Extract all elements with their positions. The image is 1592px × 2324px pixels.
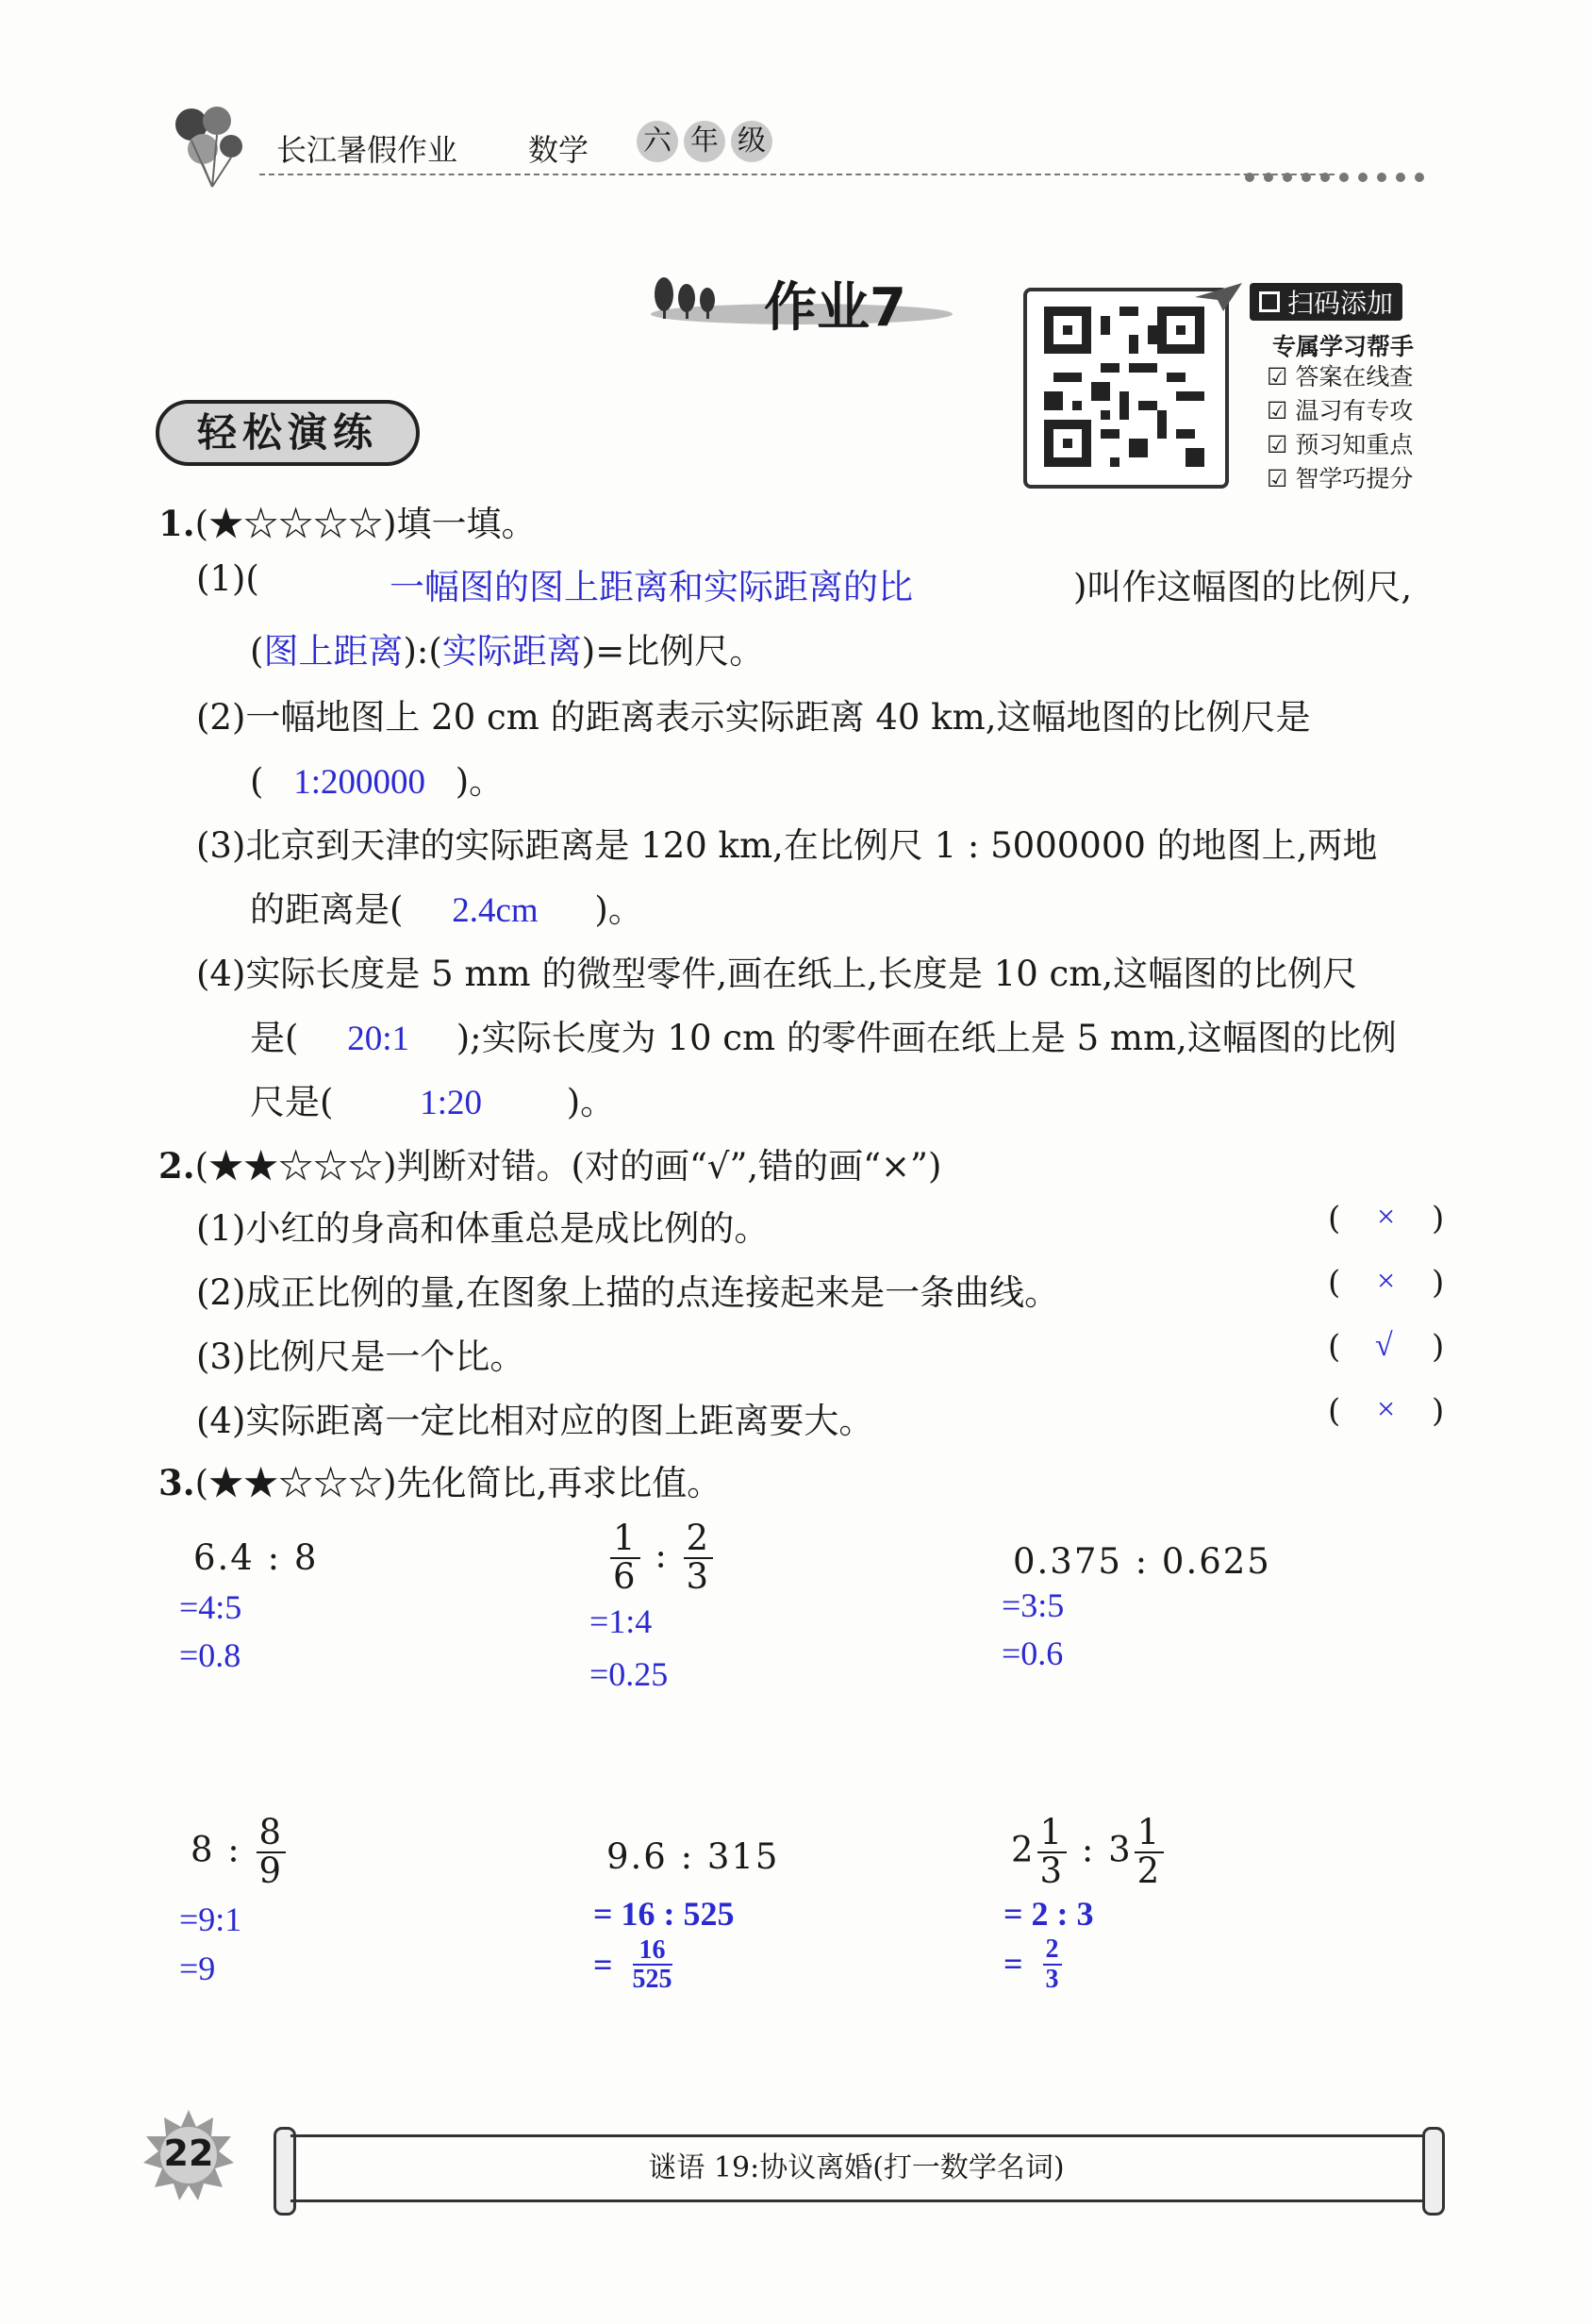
q3-expr: 9.6 : 315 bbox=[606, 1836, 780, 1877]
q3-answer-line: =3:5 bbox=[1002, 1586, 1065, 1624]
q2-item bbox=[196, 1200, 1451, 1247]
q3-expr bbox=[608, 1520, 948, 1596]
q1-p1-answer3: 实际距离 bbox=[441, 633, 582, 672]
q1-p3-prefix: 的距离是( bbox=[250, 889, 404, 930]
denominator: 9 bbox=[258, 1850, 284, 1891]
qr-item bbox=[1267, 360, 1413, 394]
grade-char: 年 bbox=[684, 121, 725, 162]
q2-item bbox=[196, 1328, 1451, 1375]
grade-char: 六 bbox=[637, 121, 678, 162]
scan-icon bbox=[1259, 291, 1280, 312]
q2-item-answer: √ bbox=[1375, 1328, 1393, 1363]
whole-part: 2 bbox=[1011, 1829, 1036, 1870]
q3-answer-line: =0.6 bbox=[1002, 1634, 1064, 1672]
denominator: 3 bbox=[1039, 1850, 1065, 1891]
fraction bbox=[1043, 1935, 1062, 1993]
q3-answer-line: = 2 : 3 bbox=[1003, 1894, 1094, 1933]
q2-open: ( bbox=[1328, 1328, 1341, 1366]
balloons-icon bbox=[165, 104, 250, 189]
q1-label: 1. bbox=[158, 503, 195, 544]
q1-p1-prefix: (1)( bbox=[196, 558, 259, 599]
q2-prompt: 判断对错。(对的画“√”,错的画“×”) bbox=[396, 1146, 942, 1187]
riddle-scroll bbox=[274, 2127, 1443, 2212]
check-icon: ☑ bbox=[1267, 465, 1288, 492]
q3-problem-4 bbox=[179, 1812, 538, 1991]
numerator: 1 bbox=[610, 1520, 640, 1559]
q3-expr: 0.375 : 0.625 bbox=[1013, 1541, 1271, 1582]
q1-p2-open: ( bbox=[250, 761, 264, 802]
check-icon: ☑ bbox=[1267, 397, 1288, 424]
q2-open: ( bbox=[1328, 1200, 1341, 1237]
numerator: 1 bbox=[1135, 1815, 1165, 1853]
numerator: 2 bbox=[1043, 1935, 1062, 1965]
q1-p2-line1: (2)一幅地图上 20 cm 的距离表示实际距离 40 km,这幅地图的比例尺是 bbox=[196, 697, 1311, 738]
grade-label bbox=[637, 121, 772, 162]
assignment-banner bbox=[651, 266, 953, 339]
numerator: 16 bbox=[633, 1936, 672, 1966]
q2-open: ( bbox=[1328, 1264, 1341, 1302]
qr-panel bbox=[1023, 283, 1448, 492]
fraction bbox=[1135, 1812, 1165, 1891]
q1-p4-mid: );实际长度为 10 cm 的零件画在纸上是 5 mm,这幅图的比例 bbox=[456, 1018, 1397, 1058]
q1-prompt: 填一填。 bbox=[396, 504, 537, 544]
riddle-text: 谜语 19:协议离婚(打一数学名词) bbox=[648, 2151, 1065, 2184]
equals-sign: = bbox=[1003, 1945, 1023, 1984]
numerator: 8 bbox=[257, 1815, 287, 1853]
denominator: 6 bbox=[613, 1555, 638, 1597]
header bbox=[165, 104, 1457, 189]
fraction bbox=[610, 1520, 640, 1596]
q2-item-text: (3)比例尺是一个比。 bbox=[196, 1336, 525, 1377]
denominator: 3 bbox=[686, 1555, 711, 1597]
q1-p3-line1: (3)北京到天津的实际距离是 120 km,在比例尺 1 : 5000000 的地图上,两地 bbox=[196, 825, 1378, 866]
q1-p1-open: ( bbox=[250, 631, 264, 672]
q3-label: 3. bbox=[158, 1462, 195, 1503]
q3-answer-line: =1:4 bbox=[589, 1602, 653, 1640]
book-title: 长江暑假作业 bbox=[276, 132, 458, 168]
q3-problem-6 bbox=[1002, 1812, 1417, 1994]
grade-char: 级 bbox=[731, 121, 772, 162]
q1-p1-mid: ):( bbox=[403, 631, 442, 672]
qr-item bbox=[1267, 428, 1413, 462]
paper-plane-icon bbox=[1195, 283, 1242, 315]
denominator: 3 bbox=[1045, 1964, 1059, 1994]
header-divider bbox=[259, 174, 1335, 175]
fraction bbox=[257, 1812, 287, 1891]
q2-header bbox=[158, 1137, 941, 1188]
q1-p4-answer: 20:1 bbox=[347, 1020, 409, 1058]
q1-p4-answer2: 1:20 bbox=[420, 1084, 482, 1122]
section-title-text: 轻松演练 bbox=[196, 409, 378, 456]
q1-header bbox=[158, 495, 537, 546]
q3-answer-line: =9 bbox=[179, 1950, 216, 1988]
qr-badge bbox=[1250, 283, 1402, 321]
q2-item-answer: × bbox=[1377, 1264, 1396, 1299]
q1-p3-answer: 2.4cm bbox=[452, 891, 539, 930]
header-dots bbox=[1245, 168, 1434, 186]
q1-p2-line2 bbox=[250, 753, 504, 804]
q2-close: ) bbox=[1432, 1200, 1445, 1237]
numerator: 2 bbox=[684, 1520, 714, 1559]
q3-answer-line: = 16 : 525 bbox=[593, 1895, 735, 1933]
q3-expr: 6.4 : 8 bbox=[193, 1537, 319, 1578]
q3-prompt: 先化简比,再求比值。 bbox=[396, 1463, 722, 1503]
q1-p1-line2 bbox=[250, 622, 764, 673]
denominator: 525 bbox=[632, 1965, 672, 1995]
subject: 数学 bbox=[528, 132, 589, 168]
qr-item-list bbox=[1267, 360, 1413, 496]
q2-close: ) bbox=[1432, 1328, 1445, 1366]
check-icon: ☑ bbox=[1267, 431, 1288, 458]
q1-stars: (★☆☆☆☆) bbox=[194, 504, 397, 544]
q2-label: 2. bbox=[158, 1145, 195, 1187]
fraction bbox=[633, 1936, 672, 1994]
whole-part: 8 : bbox=[191, 1829, 241, 1870]
q1-p1-line1 bbox=[196, 558, 1451, 607]
qr-item-text: 答案在线查 bbox=[1295, 363, 1414, 390]
q1-p1-suffix: )叫作这幅图的比例尺, bbox=[1073, 567, 1413, 607]
q1-p4-line2 bbox=[250, 1009, 1397, 1060]
qr-item-text: 温习有专攻 bbox=[1295, 397, 1414, 424]
q2-item bbox=[196, 1392, 1451, 1439]
equals-sign: = bbox=[593, 1945, 613, 1984]
denominator: 2 bbox=[1136, 1850, 1162, 1891]
q3-problem-3 bbox=[1002, 1541, 1417, 1676]
q1-p4-line1: (4)实际长度是 5 mm 的微型零件,画在纸上,长度是 10 cm,这幅图的比例尺 bbox=[196, 954, 1358, 994]
fraction bbox=[684, 1520, 714, 1596]
q2-item-text: (2)成正比例的量,在图象上描的点连接起来是一条曲线。 bbox=[196, 1272, 1060, 1313]
qr-item bbox=[1267, 462, 1413, 496]
q1-p3-close: )。 bbox=[594, 889, 643, 930]
section-title bbox=[156, 400, 420, 466]
q1-p1-answer2: 图上距离 bbox=[263, 633, 404, 672]
q2-item-answer: × bbox=[1377, 1392, 1396, 1427]
q3-answer-frac bbox=[1003, 1935, 1417, 1993]
qr-item bbox=[1267, 394, 1413, 428]
qr-item-text: 预习知重点 bbox=[1295, 431, 1414, 458]
q2-close: ) bbox=[1432, 1392, 1445, 1430]
q3-expr bbox=[1011, 1812, 1417, 1891]
q3-problem-1 bbox=[179, 1537, 538, 1678]
q1-p4-close: )。 bbox=[566, 1082, 616, 1122]
assignment-title: 作业7 bbox=[764, 277, 906, 339]
fraction bbox=[1037, 1812, 1068, 1891]
ratio-sign: : 3 bbox=[1081, 1829, 1133, 1870]
q3-stars: (★★☆☆☆) bbox=[194, 1463, 397, 1503]
q3-problem-2 bbox=[589, 1520, 948, 1697]
qr-subtitle: 专属学习帮手 bbox=[1272, 333, 1415, 360]
q2-close: ) bbox=[1432, 1264, 1445, 1302]
page-number-badge bbox=[141, 2108, 236, 2202]
ratio-sign: : bbox=[655, 1535, 669, 1576]
check-icon: ☑ bbox=[1267, 363, 1288, 390]
q2-open: ( bbox=[1328, 1392, 1341, 1430]
q3-answer-line: =4:5 bbox=[179, 1588, 242, 1626]
scroll-body bbox=[290, 2134, 1422, 2202]
q2-item-text: (4)实际距离一定比相对应的图上距离要大。 bbox=[196, 1401, 874, 1441]
q1-p1-answer: 一幅图的图上距离和实际距离的比 bbox=[390, 569, 913, 607]
q2-item bbox=[196, 1264, 1451, 1311]
q1-p4-prefix2: 尺是( bbox=[250, 1082, 334, 1122]
numerator: 1 bbox=[1037, 1815, 1068, 1853]
q1-p1-end: )=比例尺。 bbox=[581, 631, 765, 672]
q3-expr bbox=[191, 1812, 538, 1891]
q3-header bbox=[158, 1454, 721, 1505]
q2-stars: (★★☆☆☆) bbox=[194, 1146, 397, 1187]
q3-answer-line: =0.25 bbox=[589, 1655, 669, 1694]
q1-p2-close: )。 bbox=[455, 761, 505, 802]
qr-badge-text: 扫码添加 bbox=[1287, 288, 1394, 319]
q3-problem-5 bbox=[589, 1836, 967, 1994]
q3-answer-line: =9:1 bbox=[179, 1900, 242, 1938]
scroll-right-roll bbox=[1422, 2127, 1445, 2216]
qr-item-text: 智学巧提分 bbox=[1295, 465, 1414, 492]
trees-icon bbox=[651, 274, 726, 324]
page-number: 22 bbox=[163, 2133, 214, 2174]
q3-answer-line: =0.8 bbox=[179, 1635, 241, 1674]
q2-item-text: (1)小红的身高和体重总是成比例的。 bbox=[196, 1208, 770, 1249]
q1-p2-answer: 1:200000 bbox=[293, 763, 425, 802]
q3-answer-frac bbox=[593, 1936, 967, 1994]
q1-p3-line2 bbox=[250, 881, 643, 932]
q2-item-answer: × bbox=[1377, 1200, 1396, 1235]
q1-p4-line3 bbox=[250, 1073, 615, 1124]
q1-p4-prefix: 是( bbox=[250, 1018, 299, 1058]
qr-code[interactable] bbox=[1023, 288, 1229, 489]
